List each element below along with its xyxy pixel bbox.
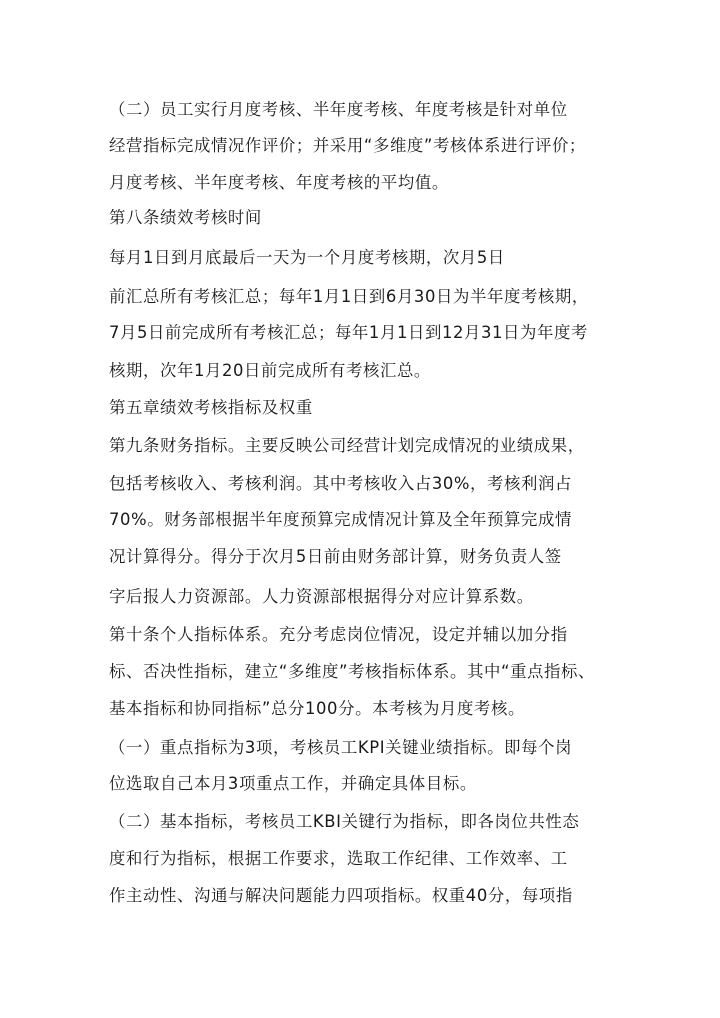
text-line: （二）基本指标，考核员工KBI关键行为指标，即各岗位共性态 (109, 812, 580, 831)
text-line: 第九条财务指标。主要反映公司经营计划完成情况的业绩成果， (109, 436, 585, 455)
text-line: （二）员工实行月度考核、半年度考核、年度考核是针对单位 (109, 100, 568, 119)
text-line: 前汇总所有考核汇总；每年1月1日到6月30日为半年度考核期， (109, 287, 589, 306)
section-heading: 第八条绩效考核时间 (109, 208, 262, 227)
text-line: 包括考核收入、考核利润。其中考核收入占30%，考核利润占 (109, 474, 572, 493)
text-line: 每月1日到月底最后一天为一个月度考核期，次月5日 (109, 248, 505, 267)
text-line: 度和行为指标，根据工作要求，选取工作纪律、工作效率、工 (109, 849, 568, 868)
text-line: 基本指标和协同指标”总分100分。本考核为月度考核。 (109, 699, 525, 718)
text-line: （一）重点指标为3项，考核员工KPI关键业绩指标。即每个岗 (109, 738, 573, 757)
text-line: 字后报人力资源部。人力资源部根据得分对应计算系数。 (109, 587, 534, 606)
text-line: 况计算得分。得分于次月5日前由财务部计算，财务负责人签 (109, 547, 562, 566)
text-line: 第十条个人指标体系。充分考虑岗位情况，设定并辅以加分指 (109, 625, 568, 644)
text-line: 70%。财务部根据半年度预算完成情况计算及全年预算完成情 (109, 510, 572, 529)
text-line: 核期，次年1月20日前完成所有考核汇总。 (109, 361, 431, 380)
text-line: 标、否决性指标，建立“多维度”考核指标体系。其中“重点指标、 (109, 662, 596, 681)
chapter-heading: 第五章绩效考核指标及权重 (109, 398, 313, 417)
text-line: 经营指标完成情况作评价；并采用“多维度”考核体系进行评价； (109, 136, 586, 155)
text-line: 作主动性、沟通与解决问题能力四项指标。权重40分，每项指 (109, 886, 573, 905)
text-line: 位选取自己本月3项重点工作，并确定具体目标。 (109, 774, 477, 793)
text-line: 月度考核、半年度考核、年度考核的平均值。 (109, 173, 449, 192)
text-line: 7月5日前完成所有考核汇总；每年1月1日到12月31日为年度考 (109, 323, 589, 342)
